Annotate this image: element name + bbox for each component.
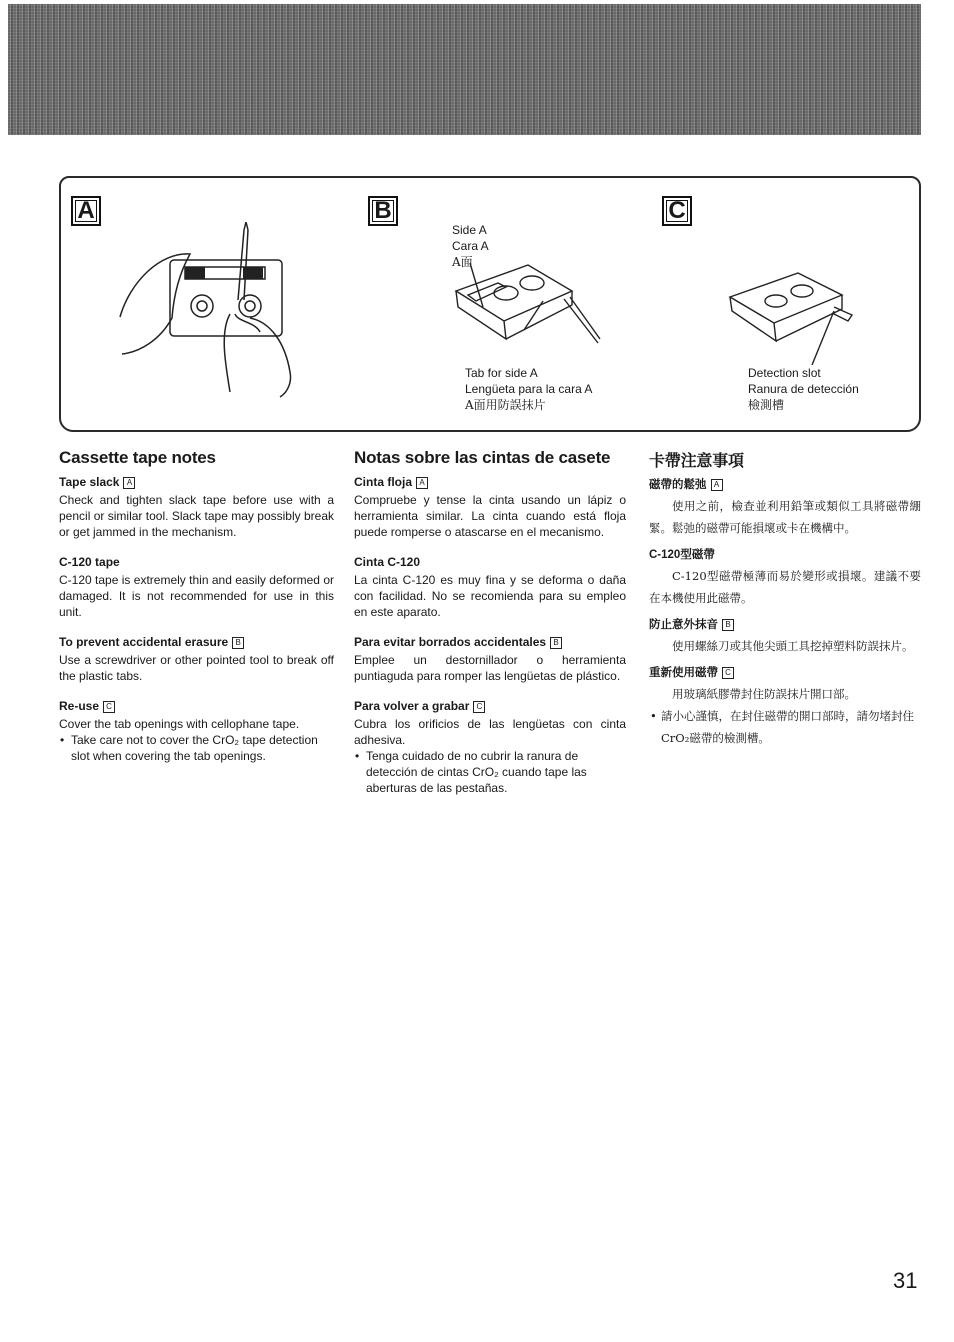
chinese-section-erasure bbox=[649, 617, 921, 657]
side-a-label-en: Side A bbox=[452, 223, 487, 237]
english-section-reuse bbox=[59, 698, 334, 764]
section-body: Cover the tab openings with cellophane tape. bbox=[59, 717, 300, 731]
hand-pencil-cassette-illustration bbox=[110, 222, 310, 402]
slot-label-zh: 檢測槽 bbox=[748, 398, 785, 412]
bullet-note: • Tenga cuidado de no cubrir la ranura de detección de cintas CrO₂ cuando tape las aberturas de las pestañas. bbox=[366, 748, 626, 796]
figure-ref-badge: A bbox=[711, 479, 723, 491]
figure-a-label: A bbox=[71, 196, 101, 226]
section-body: 使用之前，檢查並利用鉛筆或類似工具將磁帶綳緊。鬆弛的磁帶可能損壞或卡在機構中。 bbox=[649, 499, 921, 535]
bullet-note: • 請小心謹慎，在封住磁帶的開口部時，請勿堵封住CrO₂磁帶的檢測槽。 bbox=[661, 705, 921, 749]
chinese-section-reuse bbox=[649, 665, 921, 749]
side-a-label-zh: A面 bbox=[452, 255, 473, 269]
chinese-title: 卡帶注意事項 bbox=[649, 453, 744, 470]
spanish-section-cinta-floja bbox=[354, 474, 626, 540]
english-column bbox=[59, 448, 334, 778]
figure-b-label: B bbox=[368, 196, 398, 226]
section-body: 用玻璃紙膠帶封住防誤抹片開口部。 bbox=[672, 687, 856, 701]
english-section-tape-slack bbox=[59, 474, 334, 540]
chinese-section-c120 bbox=[649, 547, 921, 609]
section-heading: Tape slack A bbox=[59, 474, 334, 490]
slot-label-en: Detection slot bbox=[748, 366, 821, 380]
section-heading: 防止意外抹音 B bbox=[649, 617, 921, 633]
figure-ref-badge: C bbox=[722, 667, 734, 679]
section-body: 使用螺絲刀或其他尖頭工具挖掉塑料防誤抹片。 bbox=[672, 639, 914, 653]
section-heading: To prevent accidental erasure B bbox=[59, 634, 334, 650]
section-body: Cubra los orificios de las lengüetas con cinta adhesiva. bbox=[354, 717, 626, 747]
chinese-section-slack bbox=[649, 477, 921, 539]
section-heading: 重新使用磁帶 C bbox=[649, 665, 921, 681]
page-number: 31 bbox=[893, 1268, 918, 1293]
spanish-title: Notas sobre las cintas de casete bbox=[354, 448, 611, 467]
tab-label-zh: A面用防誤抹片 bbox=[465, 398, 546, 412]
section-heading: Cinta C-120 bbox=[354, 555, 421, 569]
section-body: Use a screwdriver or other pointed tool to break off the plastic tabs. bbox=[59, 653, 334, 683]
section-heading: Para volver a grabar C bbox=[354, 698, 626, 714]
figure-ref-badge: C bbox=[473, 701, 485, 713]
section-heading: Para evitar borrados accidentales B bbox=[354, 634, 626, 650]
figure-ref-badge: C bbox=[103, 701, 115, 713]
section-heading: C-120型磁帶 bbox=[649, 549, 715, 561]
section-body: La cinta C-120 es muy fina y se deforma o daña con facilidad. No se recomienda para su empleo en este aparato. bbox=[354, 573, 626, 619]
tab-label-es: Lengüeta para la cara A bbox=[465, 382, 593, 396]
side-a-label-es: Cara A bbox=[452, 239, 489, 253]
section-body: Emplee un destornillador o herramienta puntiaguda para romper las lengüetas de plástico. bbox=[354, 653, 626, 683]
section-body: Compruebe y tense la cinta usando un lápiz o herramienta similar. La cinta cuando está floja puede romperse o atascarse en el mecanismo. bbox=[354, 493, 626, 539]
spanish-section-volver-grabar bbox=[354, 698, 626, 796]
cassette-detection-slot-illustration bbox=[724, 265, 860, 365]
section-heading: Re-use C bbox=[59, 698, 334, 714]
section-heading: 磁帶的鬆弛 A bbox=[649, 477, 921, 493]
chinese-column bbox=[649, 448, 921, 757]
detection-slot-labels bbox=[748, 365, 859, 413]
figure-ref-badge: A bbox=[123, 477, 135, 489]
english-section-c120 bbox=[59, 554, 334, 620]
bullet-note: • Take care not to cover the CrO₂ tape detection slot when covering the tab openings. bbox=[71, 732, 334, 764]
english-title: Cassette tape notes bbox=[59, 448, 216, 467]
tab-side-a-labels bbox=[465, 365, 592, 413]
figure-ref-badge: B bbox=[722, 619, 734, 631]
section-body: C-120型磁帶極薄而易於變形或損壞。建議不要在本機使用此磁帶。 bbox=[649, 569, 921, 605]
section-heading: C-120 tape bbox=[59, 555, 120, 569]
spanish-section-borrados bbox=[354, 634, 626, 684]
tab-label-en: Tab for side A bbox=[465, 366, 538, 380]
section-heading: Cinta floja A bbox=[354, 474, 626, 490]
figure-ref-badge: B bbox=[232, 637, 244, 649]
header-band bbox=[8, 4, 921, 135]
slot-label-es: Ranura de detección bbox=[748, 382, 859, 396]
english-section-erasure bbox=[59, 634, 334, 684]
figure-c-label: C bbox=[662, 196, 692, 226]
spanish-section-c120 bbox=[354, 554, 626, 620]
spanish-column bbox=[354, 448, 626, 810]
section-body: C-120 tape is extremely thin and easily deformed or damaged. It is not recommended for use in this unit. bbox=[59, 573, 334, 619]
figure-ref-badge: B bbox=[550, 637, 562, 649]
cassette-side-a-illustration bbox=[448, 255, 608, 367]
section-body: Check and tighten slack tape before use with a pencil or similar tool. Slack tape may possibly break or get jammed in the mechanism. bbox=[59, 493, 334, 539]
figure-ref-badge: A bbox=[416, 477, 428, 489]
